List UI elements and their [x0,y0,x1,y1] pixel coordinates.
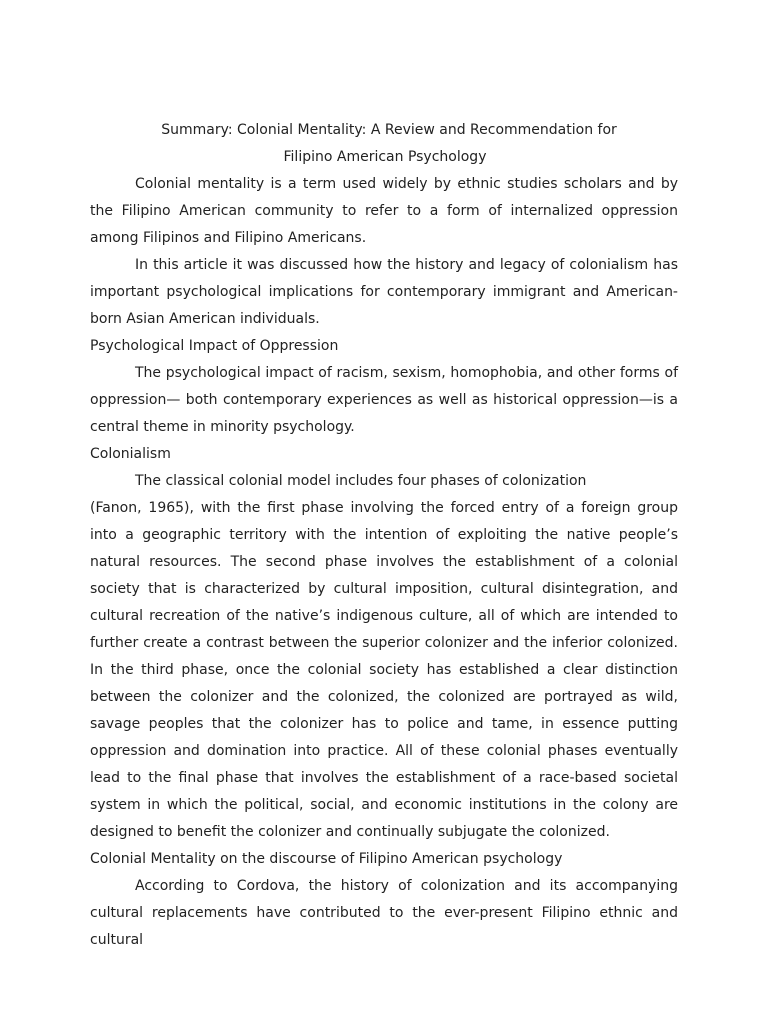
document-title-line-2: Filipino American Psychology [283,149,487,165]
section-heading-colonial-mentality: Colonial Mentality on the discourse of Filipino American psychology [90,851,563,867]
document-title-line-1: Summary: Colonial Mentality: A Review and Recommendation for [161,122,617,138]
section-heading-oppression: Psychological Impact of Oppression [90,338,339,354]
section-paragraph-colonial-mentality: According to Cordova, the history of colonization and its accompanying cultural replacements have contributed to the ever-present Filipino ethnic and cultural [90,878,678,948]
document-body [90,117,678,954]
section-paragraph-colonialism: (Fanon, 1965), with the first phase involving the forced entry of a foreign group into a geographic territory with the intention of exploiting the native people’s natural resources. The second phase involves the establishment of a colonial society that is characterized by cultural imposition, cultural disintegration, and cultural recreation of the native’s indigenous culture, all of which are intended to further create a contrast between the superior colonizer and the inferior colonized. In the third phase, once the colonial society has established a clear distinction between the colonizer and the colonized, the colonized are portrayed as wild, savage peoples that the colonizer has to police and tame, in essence putting oppression and domination into practice. All of these colonial phases eventually lead to the final phase that involves the establishment of a race-based societal system in which the political, social, and economic institutions in the colony are designed to benefit the colonizer and continually subjugate the colonized. [90,500,678,840]
section-paragraph-oppression: The psychological impact of racism, sexism, homophobia, and other forms of oppression— both contemporary experiences as well as historical oppression—is a central theme in minority psychology. [90,365,678,435]
section-lead-colonialism: The classical colonial model includes four phases of colonization [135,473,587,489]
intro-paragraph-2: In this article it was discussed how the history and legacy of colonialism has important psychological implications for contemporary immigrant and American-born Asian American individuals. [90,257,678,327]
intro-paragraph-1: Colonial mentality is a term used widely by ethnic studies scholars and by the Filipino American community to refer to a form of internalized oppression among Filipinos and Filipino Americans. [90,176,678,246]
section-heading-colonialism: Colonialism [90,446,171,462]
